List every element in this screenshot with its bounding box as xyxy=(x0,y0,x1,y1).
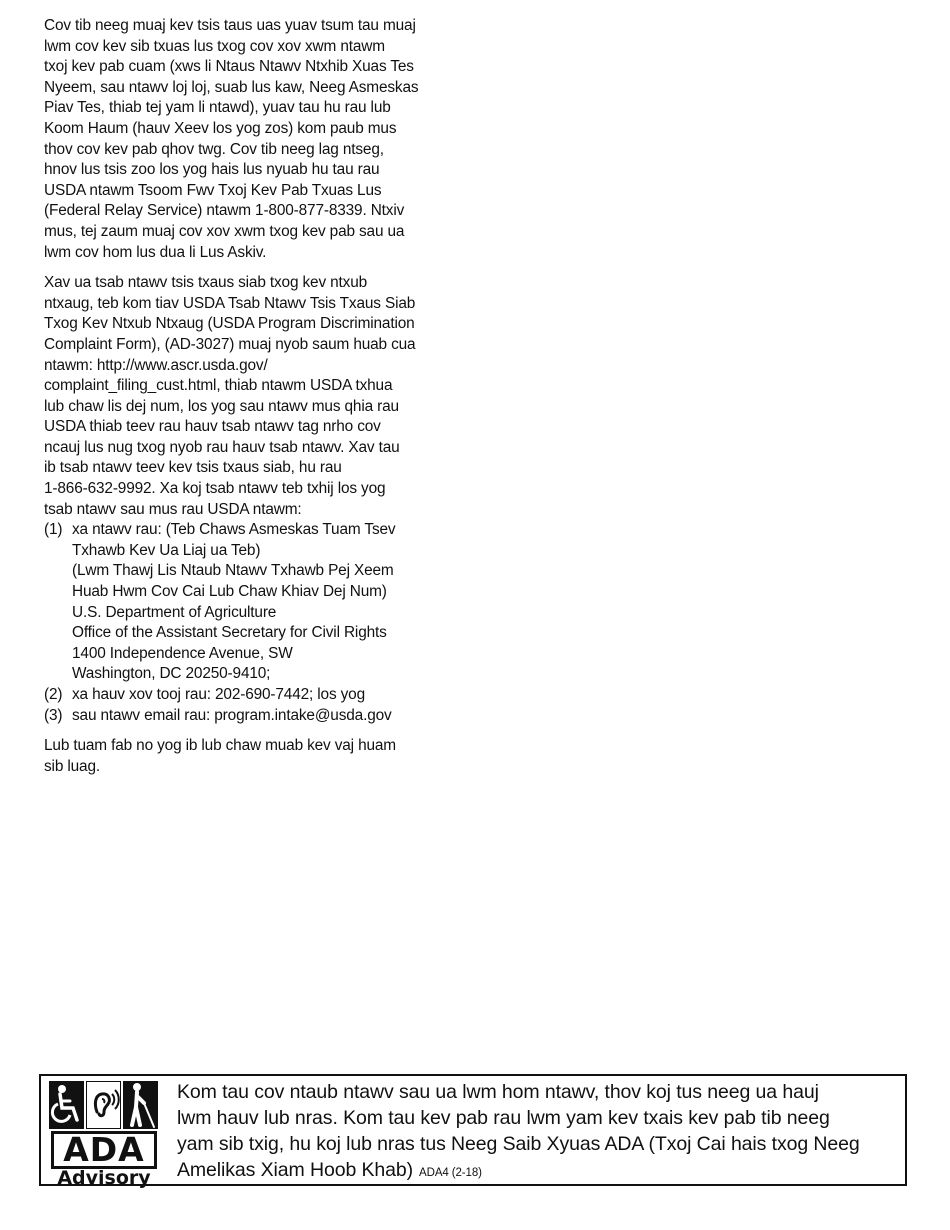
text-line: 1400 Independence Avenue, SW xyxy=(72,644,293,662)
text-line: ncauj lus nug txog nyob rau hauv tsab ntawv. Xav tau xyxy=(44,438,400,456)
text-line: lub chaw lis dej num, los yog sau ntawv mus qhia rau xyxy=(44,397,399,415)
text-line: tsab ntawv sau mus rau USDA ntawm: xyxy=(44,500,302,518)
text-line xyxy=(177,1157,897,1186)
ada-logo-letters: ADA xyxy=(51,1131,157,1169)
contact-list xyxy=(44,520,444,726)
blind-cane-icon xyxy=(123,1081,158,1129)
text-line: (Lwm Thawj Lis Ntaub Ntawv Txhawb Pej Xeem xyxy=(72,562,394,580)
list-number: (2) xyxy=(44,686,63,703)
text-line: Cov tib neeg muaj kev tsis taus uas yuav tsum tau muaj xyxy=(44,17,416,34)
text-line: lwm cov hom lus dua li Lus Askiv. xyxy=(44,243,267,261)
text-line: yam sib txig, hu koj lub nras tus Neeg Saib Xyuas ADA (Txoj Cai hais txog Neeg xyxy=(177,1133,860,1155)
text-line: ntawm: http://www.ascr.usda.gov/ xyxy=(44,356,268,374)
ada-advisory-logo xyxy=(49,1081,159,1189)
text-line: sau ntawv email rau: program.intake@usda.gov xyxy=(72,706,392,724)
text-line: Kom tau cov ntaub ntawv sau ua lwm hom ntawv, thov koj tus neeg ua hauj xyxy=(177,1081,819,1103)
ada-notice-text xyxy=(177,1079,897,1186)
list-number: (1) xyxy=(44,521,63,539)
text-line: Washington, DC 20250-9410; xyxy=(72,665,271,683)
text-line: xa ntawv rau: (Teb Chaws Asmeskas Tuam Tsev xyxy=(72,521,396,539)
wheelchair-icon xyxy=(49,1081,84,1129)
text-line: lwm cov kev sib txuas lus txog cov xov xwm ntawm xyxy=(44,37,385,55)
text-line: sib luag. xyxy=(44,757,100,775)
text-line: txoj kev pab cuam (xws li Ntaus Ntawv Ntxhib Xuas Tes xyxy=(44,58,414,76)
text-line: xa hauv xov tooj rau: 202-690-7442; los yog xyxy=(72,686,366,703)
list-number: (3) xyxy=(44,706,63,724)
list-item-fax xyxy=(44,685,444,706)
complaint-paragraph xyxy=(44,273,444,520)
accessibility-icons xyxy=(49,1081,159,1129)
text-line: Huab Hwm Cov Cai Lub Chaw Khiav Dej Num) xyxy=(72,583,387,601)
text-line: hnov lus tsis zoo los yog hais lus nyuab hu tau rau xyxy=(44,161,380,179)
text-line: Piav Tes, thiab tej yam li ntawd), yuav tau hu rau lub xyxy=(44,99,391,117)
list-item-mail xyxy=(44,520,444,685)
text-line: Complaint Form), (AD-3027) muaj nyob saum huab cua xyxy=(44,335,416,353)
hearing-assist-icon xyxy=(86,1081,121,1129)
text-line: (Federal Relay Service) ntawm 1-800-877-8339. Ntxiv xyxy=(44,202,405,220)
text-line: 1-866-632-9992. Xa koj tsab ntawv teb txhij los yog xyxy=(44,480,386,498)
main-text-column xyxy=(44,16,444,787)
form-code: ADA4 (2-18) xyxy=(419,1167,482,1179)
advisory-label: Advisory xyxy=(57,1167,151,1189)
list-item-email xyxy=(44,706,444,727)
accommodation-paragraph xyxy=(44,16,444,263)
text-line: USDA thiab teev rau hauv tsab ntawv tag nrho cov xyxy=(44,418,381,436)
text-line: thov cov kev pab qhov twg. Cov tib neeg lag ntseg, xyxy=(44,140,384,158)
text-line: Koom Haum (hauv Xeev los yog zos) kom paub mus xyxy=(44,119,397,137)
text-line: Nyeem, sau ntawv loj loj, suab lus kaw, Neeg Asmeskas xyxy=(44,78,419,96)
text-line: complaint_filing_cust.html, thiab ntawm USDA txhua xyxy=(44,377,393,395)
text-line: lwm hauv lub nras. Kom tau kev pab rau lwm yam kev txais kev pab tib neeg xyxy=(177,1107,830,1129)
text-line: ntxaug, teb kom tiav USDA Tsab Ntawv Tsis Txaus Siab xyxy=(44,294,416,312)
text-line: Txhawb Kev Ua Liaj ua Teb) xyxy=(72,541,261,559)
text-line: mus, tej zaum muaj cov xov xwm txog kev pab sau ua xyxy=(44,222,405,240)
equal-opportunity-paragraph xyxy=(44,736,444,777)
text-line: Xav ua tsab ntawv tsis txaus siab txog kev ntxub xyxy=(44,274,368,292)
text-line: Txog Kev Ntxub Ntxaug (USDA Program Discrimination xyxy=(44,315,415,333)
text-line: Office of the Assistant Secretary for Civil Rights xyxy=(72,624,387,642)
ada-advisory-box xyxy=(39,1074,907,1189)
text-line: ib tsab ntawv teev kev tsis txaus siab, hu rau xyxy=(44,459,342,477)
text-line: Lub tuam fab no yog ib lub chaw muab kev vaj huam xyxy=(44,737,396,755)
text-line: U.S. Department of Agriculture xyxy=(72,603,277,621)
text-line: USDA ntawm Tsoom Fwv Txoj Kev Pab Txuas Lus xyxy=(44,181,382,199)
text-line-content: Amelikas Xiam Hoob Khab) xyxy=(177,1159,414,1181)
